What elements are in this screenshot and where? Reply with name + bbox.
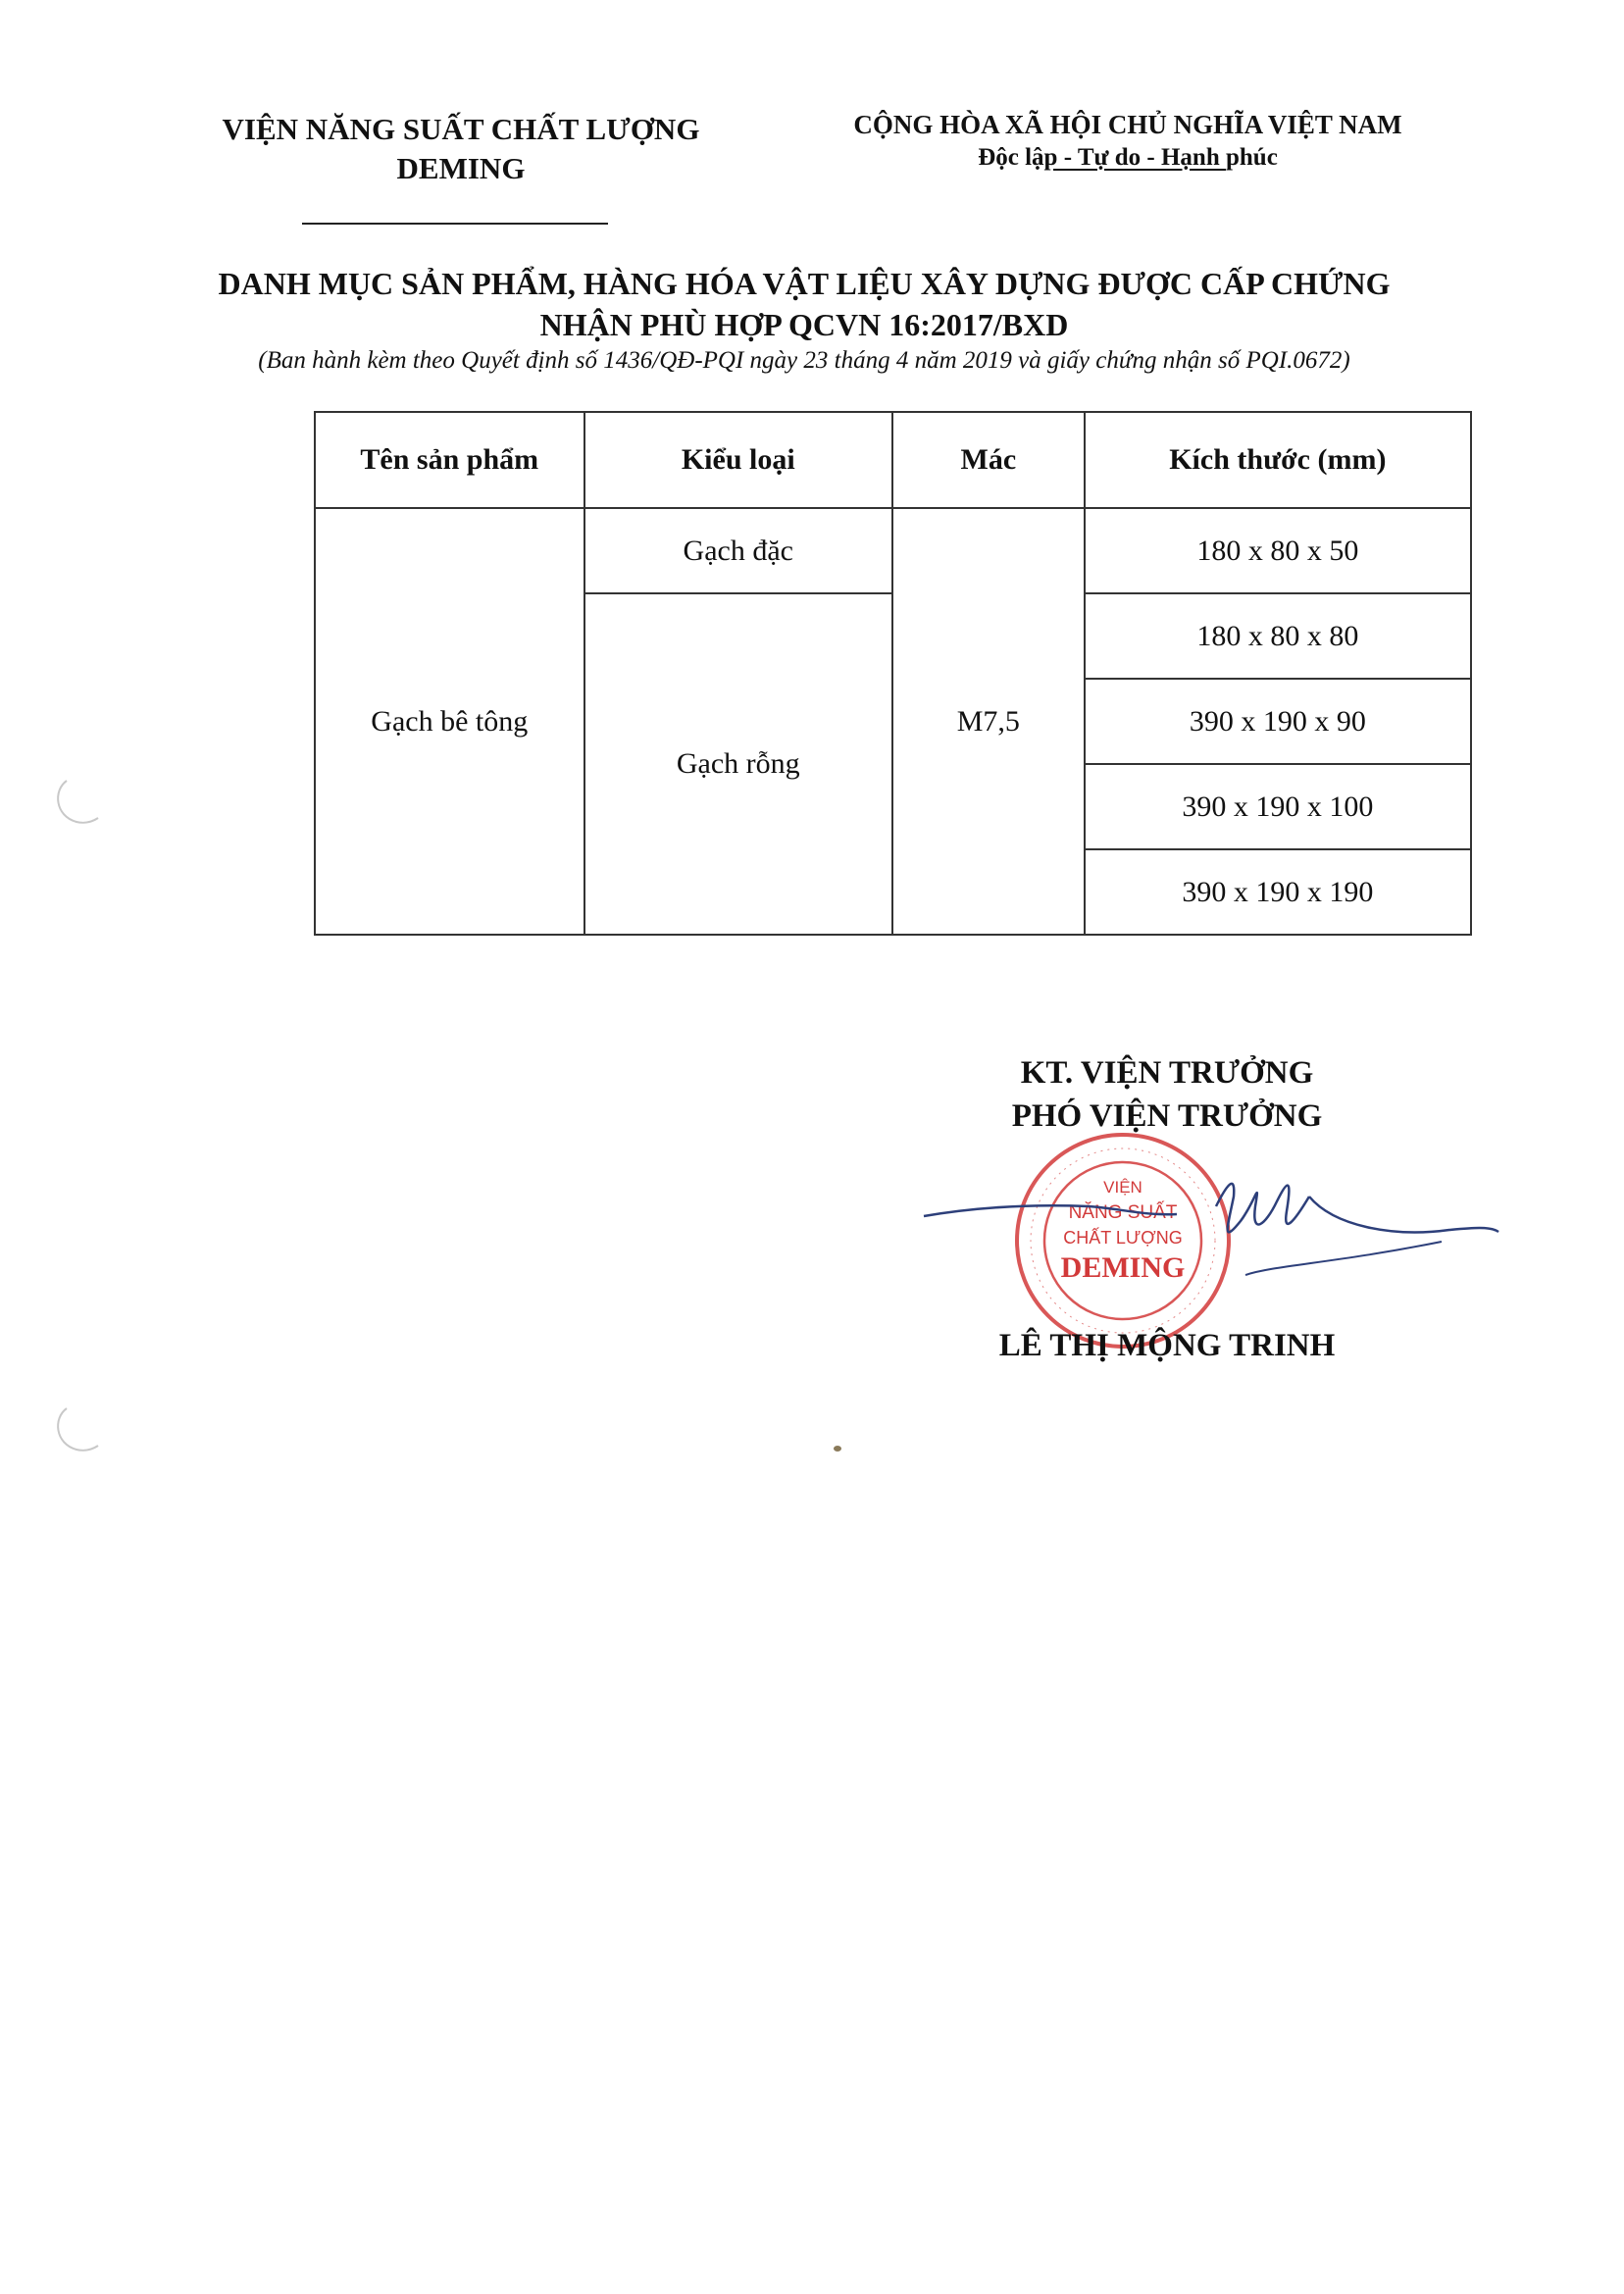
table-header-row: [315, 412, 1471, 508]
punch-hole-mark: [47, 775, 106, 834]
header-grade: Mác: [892, 412, 1085, 508]
product-table: [314, 411, 1472, 936]
product-name-cell: Gạch bê tông: [315, 508, 584, 935]
type-solid-cell: Gạch đặc: [584, 508, 892, 593]
size-cell: 180 x 80 x 80: [1085, 593, 1471, 679]
signer-name: LÊ THỊ MỘNG TRINH: [998, 1328, 1336, 1363]
stamp-line1: NĂNG SUẤT: [1068, 1202, 1178, 1223]
motto-part3: phúc: [1225, 144, 1278, 171]
title-line2: NHẬN PHÙ HỢP QCVN 16:2017/BXD: [539, 307, 1069, 342]
size-cell: 390 x 190 x 100: [1085, 764, 1471, 849]
motto-part2: p - Tự do - Hạnh: [1043, 144, 1226, 171]
document-title: [98, 263, 1510, 345]
signatory-title: [941, 1051, 1393, 1138]
size-cell: 180 x 80 x 50: [1085, 508, 1471, 593]
issuing-organization: [157, 110, 765, 188]
org-divider: [302, 223, 608, 225]
signatory-line2: PHÓ VIỆN TRƯỞNG: [1011, 1098, 1323, 1134]
motto-part1: Độc lậ: [978, 144, 1044, 171]
title-line1: DANH MỤC SẢN PHẨM, HÀNG HÓA VẬT LIỆU XÂY DỰNG ĐƯỢC CẤP CHỨNG: [218, 266, 1391, 301]
size-cell: 390 x 190 x 190: [1085, 849, 1471, 935]
grade-cell: M7,5: [892, 508, 1085, 935]
type-hollow-cell: Gạch rỗng: [584, 593, 892, 935]
paper-speck: [834, 1446, 841, 1452]
size-cell: 390 x 190 x 90: [1085, 679, 1471, 764]
country-name: CỘNG HÒA XÃ HỘI CHỦ NGHĨA VIỆT NAM: [853, 110, 1402, 139]
header-dimensions: Kích thước (mm): [1085, 412, 1471, 508]
document-subtitle: (Ban hành kèm theo Quyết định số 1436/QĐ-PQI ngày 23 tháng 4 năm 2019 và giấy chứng nhận số PQI.0672): [258, 347, 1350, 374]
national-header: [814, 108, 1442, 175]
org-name-line2: DEMING: [396, 151, 526, 185]
header-product-name: Tên sản phẩm: [315, 412, 584, 508]
stamp-line3: DEMING: [1060, 1251, 1186, 1284]
stamp-line2: CHẤT LƯỢNG: [1063, 1228, 1183, 1248]
stamp-top-text: VIỆN: [1103, 1178, 1142, 1197]
org-name-line1: VIỆN NĂNG SUẤT CHẤT LƯỢNG: [222, 112, 700, 146]
header-type: Kiểu loại: [584, 412, 892, 508]
handwritten-signature: [922, 1167, 1510, 1314]
table-row: [315, 508, 1471, 593]
punch-hole-mark: [47, 1402, 106, 1461]
national-motto: [814, 141, 1442, 175]
signatory-line1: KT. VIỆN TRƯỞNG: [1020, 1055, 1314, 1091]
